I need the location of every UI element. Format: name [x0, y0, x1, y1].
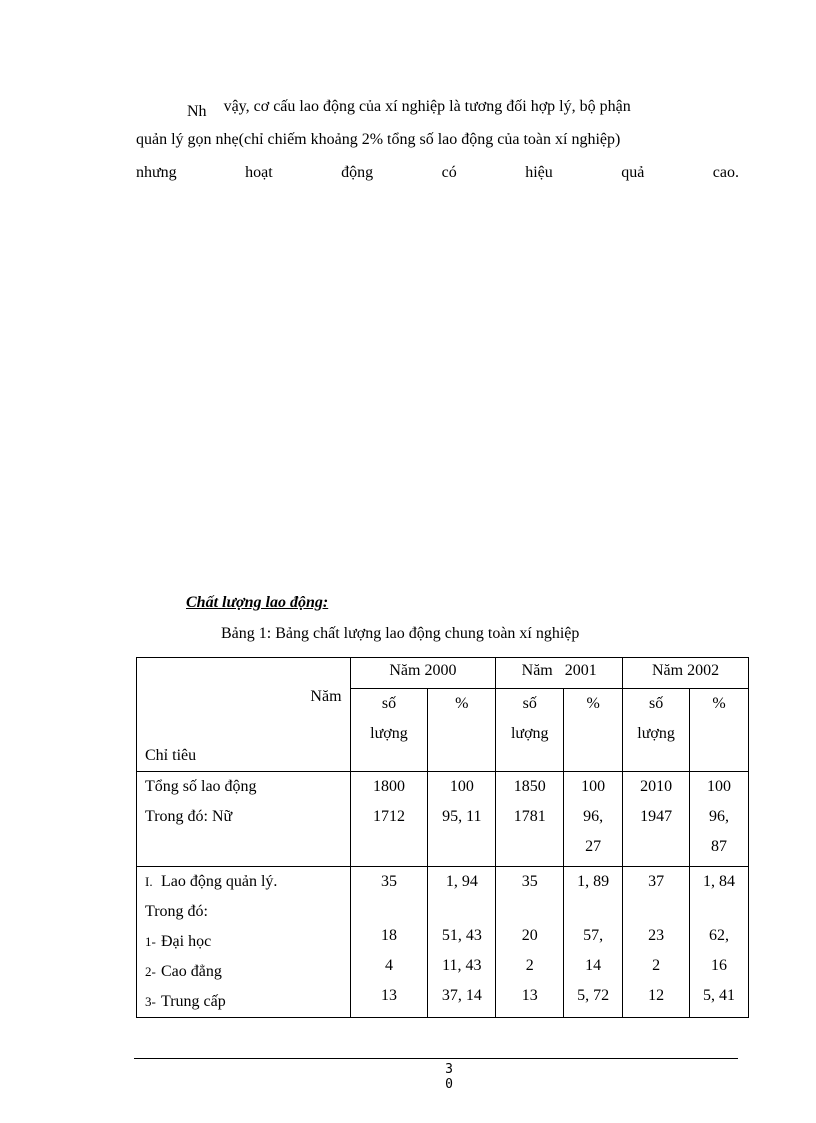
- paragraph-word: nhưng: [136, 164, 177, 181]
- paragraph-word: hoạt: [245, 164, 273, 181]
- value: 23: [648, 927, 665, 944]
- indicator-text: Cao đẳng: [161, 963, 222, 980]
- value: 37, 14: [441, 987, 482, 1004]
- paragraph-line-2-text: quản lý gọn nhẹ(chỉ chiếm khoảng 2% tổng số lao động của toàn xí nghiệp): [136, 131, 621, 148]
- value: 1, 94: [445, 873, 478, 890]
- item-number: 1-: [145, 934, 156, 949]
- value-spacer: [690, 897, 748, 921]
- value: 16: [711, 957, 728, 974]
- value: 35: [521, 873, 538, 890]
- page-number: [443, 1062, 455, 1092]
- paragraph-word: hiệu: [525, 164, 553, 181]
- value-cell-2002-qty: [623, 867, 690, 1018]
- paragraph-line-2: [136, 123, 739, 156]
- table-header-years-row: [137, 658, 749, 689]
- item-number: I.: [145, 874, 153, 889]
- subheader-quantity-line: lượng: [637, 725, 675, 742]
- paragraph-line-1-text: vậy, cơ cấu lao động của xí nghiệp là tương đối hợp lý, bộ phận: [223, 98, 631, 115]
- paragraph-word: động: [341, 164, 374, 181]
- table-row-total-labor: [137, 772, 749, 867]
- value: 4: [384, 957, 393, 974]
- subheader-percent: %: [690, 689, 749, 772]
- value: 1781: [513, 808, 546, 825]
- value: 5, 72: [577, 987, 610, 1004]
- table-caption: Bảng 1: Bảng chất lượng lao động chung toàn xí nghiệp: [221, 625, 580, 642]
- indicator-label: Trong đó:: [145, 903, 208, 920]
- value-cell-2001-pct: [564, 867, 623, 1018]
- page-number-digit: 3: [445, 1062, 453, 1077]
- value: 57,: [583, 927, 604, 944]
- subheader-quantity: [350, 689, 428, 772]
- indicator-label: [145, 987, 350, 1017]
- value: 1, 89: [577, 873, 610, 890]
- value: 2: [652, 957, 661, 974]
- value-cell-2000-qty: [350, 867, 428, 1018]
- value: 27: [585, 838, 602, 855]
- value-spacer: [496, 897, 563, 921]
- value: 100: [707, 778, 732, 795]
- value: 20: [521, 927, 538, 944]
- value: 1850: [513, 778, 546, 795]
- subheader-quantity-line: lượng: [510, 725, 549, 742]
- value-cell-2002-pct: [690, 867, 749, 1018]
- corner-label-year: Năm: [310, 688, 342, 705]
- value: 1947: [640, 808, 673, 825]
- paragraph-word: quả: [621, 164, 645, 181]
- corner-label-indicator: Chỉ tiêu: [145, 747, 197, 764]
- year-header-2001: Năm 2001: [496, 658, 623, 689]
- indicator-label: Tổng số lao động: [145, 778, 257, 795]
- subheader-quantity-line: số: [522, 695, 537, 712]
- paragraph-word: cao.: [712, 164, 739, 181]
- subheader-quantity-line: lượng: [370, 725, 408, 742]
- value-cell-2000-pct: [428, 867, 496, 1018]
- year-header-2000: Năm 2000: [350, 658, 496, 689]
- value: 100: [449, 778, 474, 795]
- value: 100: [581, 778, 606, 795]
- value: 35: [380, 873, 397, 890]
- value: 62,: [709, 927, 730, 944]
- indicator-label: [145, 927, 350, 957]
- value-cell-2001-qty: [496, 867, 564, 1018]
- value: 51, 43: [441, 927, 482, 944]
- value: 96,: [709, 808, 730, 825]
- value: 13: [521, 987, 538, 1004]
- value: 12: [648, 987, 665, 1004]
- value: 95, 11: [442, 808, 482, 825]
- value-cell-2002-pct: [690, 772, 749, 867]
- value-spacer: [564, 897, 622, 921]
- value: 13: [380, 987, 397, 1004]
- year-header-2002: Năm 2002: [623, 658, 749, 689]
- value: 2: [525, 957, 534, 974]
- value-cell-2000-qty: [350, 772, 428, 867]
- table-row-management-labor: [137, 867, 749, 1018]
- indicator-label: [145, 957, 350, 987]
- value-cell-2002-qty: [623, 772, 690, 867]
- value-cell-2001-pct: [564, 772, 623, 867]
- subheader-quantity-line: số: [648, 695, 664, 712]
- value-spacer: [351, 897, 428, 921]
- value-cell-2001-qty: [496, 772, 564, 867]
- paragraph-line-1: [136, 90, 739, 123]
- paragraph-word-nh: Nh: [187, 103, 207, 120]
- indicator-text: Trung cấp: [161, 993, 226, 1010]
- subheader-quantity: [496, 689, 564, 772]
- value: 96,: [583, 808, 604, 825]
- subheader-quantity: [623, 689, 690, 772]
- value: 87: [711, 838, 728, 855]
- paragraph-line-3: [136, 156, 739, 189]
- table-corner-cell: [137, 658, 351, 772]
- value: 2010: [640, 778, 673, 795]
- value-cell-2000-pct: [428, 772, 496, 867]
- subheader-percent: %: [428, 689, 496, 772]
- indicator-label: [145, 867, 350, 897]
- value-spacer: [428, 897, 495, 921]
- labor-quality-table: [136, 657, 749, 1018]
- value: 5, 41: [703, 987, 736, 1004]
- subheader-percent: %: [564, 689, 623, 772]
- page-number-digit: 0: [445, 1077, 453, 1092]
- paragraph-word: có: [441, 164, 457, 181]
- indicator-cell: [137, 772, 351, 867]
- subheader-quantity-line: số: [381, 695, 397, 712]
- value: 11, 43: [442, 957, 482, 974]
- value: 37: [648, 873, 665, 890]
- value: 1712: [372, 808, 405, 825]
- body-paragraph: [136, 90, 739, 189]
- value: 14: [585, 957, 602, 974]
- value: 1800: [372, 778, 405, 795]
- value: 18: [380, 927, 397, 944]
- item-number: 3-: [145, 994, 156, 1009]
- item-number: 2-: [145, 964, 156, 979]
- indicator-label: Trong đó: Nữ: [145, 808, 233, 825]
- value: 1, 84: [703, 873, 736, 890]
- value-spacer: [623, 897, 689, 921]
- indicator-text: Đại học: [161, 933, 212, 950]
- footer-divider: [134, 1058, 738, 1059]
- indicator-cell: [137, 867, 351, 1018]
- section-heading: Chất lượng lao động:: [186, 594, 329, 611]
- indicator-text: Lao động quản lý.: [161, 873, 278, 890]
